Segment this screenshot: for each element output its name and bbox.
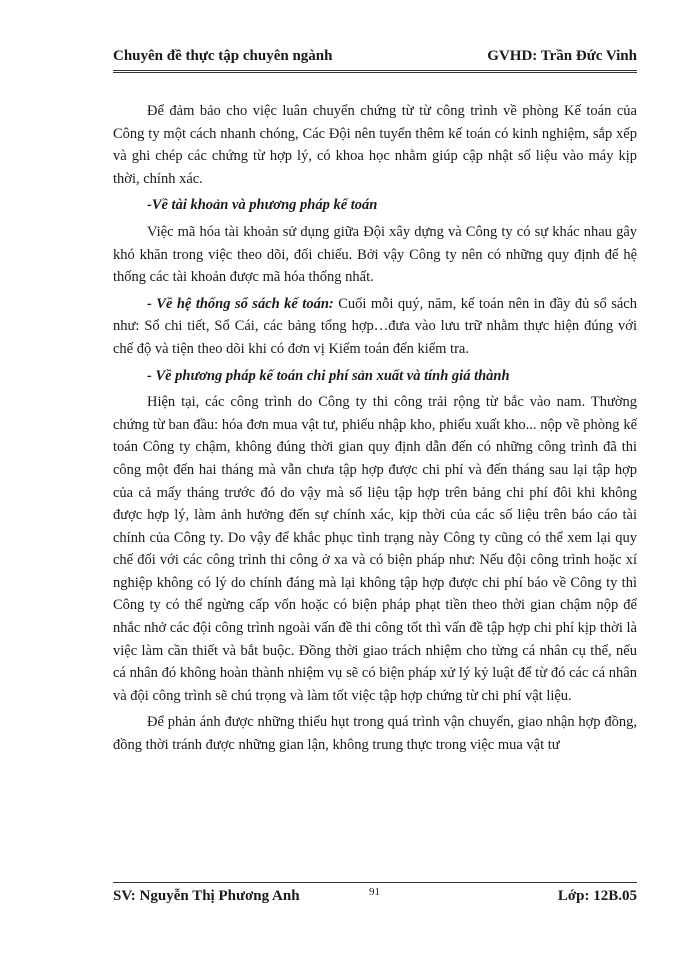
footer-class: Lớp: 12B.05 (557, 888, 637, 904)
paragraph-3-lead: - Về hệ thống sổ sách kế toán: (147, 295, 334, 312)
footer-student: SV: Nguyễn Thị Phương Anh (113, 888, 300, 904)
paragraph-3 (113, 293, 637, 361)
section-heading-accounts: -Về tài khoản và phương pháp kế toán (147, 197, 378, 214)
section-heading-costing: - Về phương pháp kế toán chi phí sản xuất và tính giá thành (147, 367, 510, 384)
page-footer (113, 882, 637, 913)
paragraph-3-text: Cuối mỗi quý, năm, kế toán nên in đầy đủ sổ sách như: Sổ chi tiết, Sổ Cái, các bảng tổng hợp…đưa vào lưu trữ nhằm thực hiện đúng với chế độ và tiện theo dõi khi có đơn vị Kiểm toán đến kiểm tra. (113, 295, 637, 357)
page-header (113, 46, 637, 73)
header-advisor: GVHD: Trần Đức Vinh (487, 48, 637, 64)
paragraph-4: Hiện tại, các công trình do Công ty thi công trải rộng từ bắc vào nam. Thường chứng từ ban đầu: hóa đơn mua vật tư, phiếu nhập kho, phiếu xuất kho... nộp về phòng kế toán Công ty chậm, không đúng thời gian quy định dẫn đến có những công trình đã thi công một đến hai tháng mà vẫn chưa tập hợp được chi phí và đến tháng sau lại tập hợp của cả mấy tháng trước đó do vậy mà số liệu tập hợp trên bảng chi phí đôi khi không được hợp lý, làm ảnh hưởng đến sự chính xác, kịp thời của các số liệu trên báo cáo tài chính của Công ty. Do vậy để khắc phục tình trạng này Công ty cũng có thể xem lại quy chế đối với các công trình thi công ở xa và có biện pháp như: Nếu đội công trình hoặc xí nghiệp không có lý do chính đáng mà lại không tập hợp được chi phí báo về Công ty thì Công ty có thể ngừng cấp vốn hoặc có biện pháp phạt tiền theo thời gian chậm nộp để nhắc nhở các đội công trình ngoài vấn đề thi công tốt thì vấn đề tập hợp chi phí kịp thời là việc làm cần thiết và bắt buộc. Đồng thời giao trách nhiệm cho từng cá nhân cụ thể, nếu cá nhân đó không hoàn thành nhiệm vụ sẽ có biện pháp xử lý kỷ luật để từ đó các cá nhân và đội công trình sẽ chú trọng và làm tốt việc tập hợp chứng từ chi phí vật liệu. (113, 394, 637, 704)
document-body (113, 100, 637, 761)
page-number: 91 (369, 886, 380, 898)
header-title: Chuyên đề thực tập chuyên ngành (113, 48, 333, 64)
paragraph-5: Để phản ánh được những thiếu hụt trong quá trình vận chuyển, giao nhận hợp đồng, đồng thời tránh được những gian lận, không trung thực trong việc mua vật tư (113, 714, 637, 754)
paragraph-2: Việc mã hóa tài khoản sử dụng giữa Đội xây dựng và Công ty có sự khác nhau gây khó khăn trong việc theo dõi, đối chiếu. Bởi vậy Công ty nên có những quy định để hệ thống các tài khoản được mã hóa thống nhất. (113, 223, 637, 286)
paragraph-1: Để đảm bảo cho việc luân chuyển chứng từ từ công trình về phòng Kế toán của Công ty một cách nhanh chóng, Các Đội nên tuyển thêm kế toán có kinh nghiệm, sắp xếp và ghi chép các chứng từ hợp lý, có khoa học nhằm giúp cập nhật số liệu vào máy kịp thời, chính xác. (113, 103, 637, 187)
